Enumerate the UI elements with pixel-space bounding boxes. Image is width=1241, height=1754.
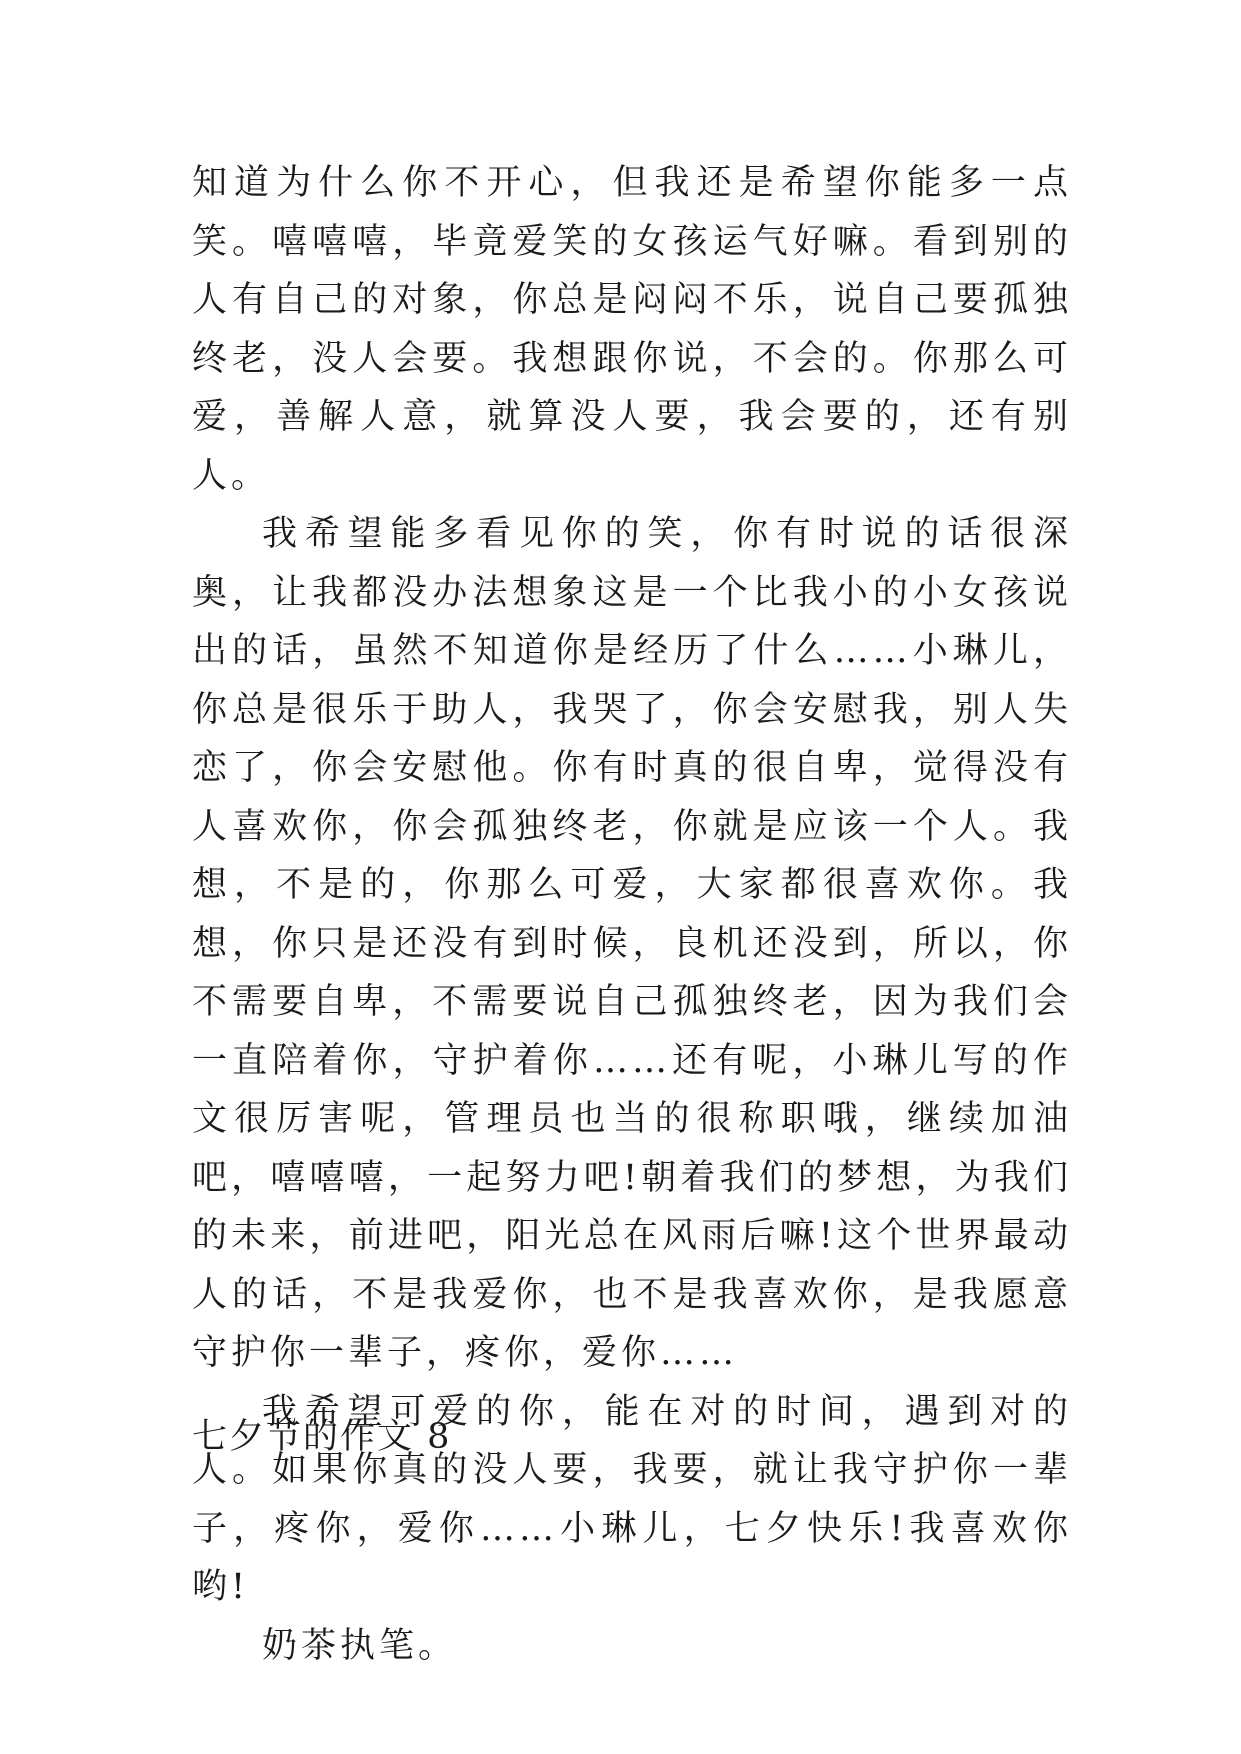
- paragraph-2: 我希望能多看见你的笑，你有时说的话很深奥，让我都没办法想象这是一个比我小的小女孩说出的话，虽然不知道你是经历了什么……小琳儿，你总是很乐于助人，我哭了，你会安慰我，别人失恋了，你会安慰他。你有时真的很自卑，觉得没有人喜欢你，你会孤独终老，你就是应该一个人。我想，不是的，你那么可爱，大家都很喜欢你。我想，你只是还没有到时候，良机还没到，所以，你不需要自卑，不需要说自己孤独终老，因为我们会一直陪着你，守护着你……还有呢，小琳儿写的作文很厉害呢，管理员也当的很称职哦，继续加油吧，嘻嘻嘻，一起努力吧!朝着我们的梦想，为我们的未来，前进吧，阳光总在风雨后嘛!这个世界最动人的话，不是我爱你，也不是我喜欢你，是我愿意守护你一辈子，疼你，爱你……: [192, 514, 1072, 1373]
- paragraph-signature: 奶茶执笔。: [262, 1625, 458, 1666]
- paragraph-3: 我希望可爱的你，能在对的时间，遇到对的人。如果你真的没人要，我要，就让我守护你一辈子，疼你，爱你……小琳儿，七夕快乐!我喜欢你哟!: [192, 1391, 1072, 1607]
- paragraph-1: 知道为什么你不开心，但我还是希望你能多一点笑。嘻嘻嘻，毕竟爱笑的女孩运气好嘛。看到别的人有自己的对象，你总是闷闷不乐，说自己要孤独终老，没人会要。我想跟你说，不会的。你那么可爱，善解人意，就算没人要，我会要的，还有别人。: [192, 163, 1072, 496]
- section-heading: 七夕节的作文 8: [192, 1417, 452, 1457]
